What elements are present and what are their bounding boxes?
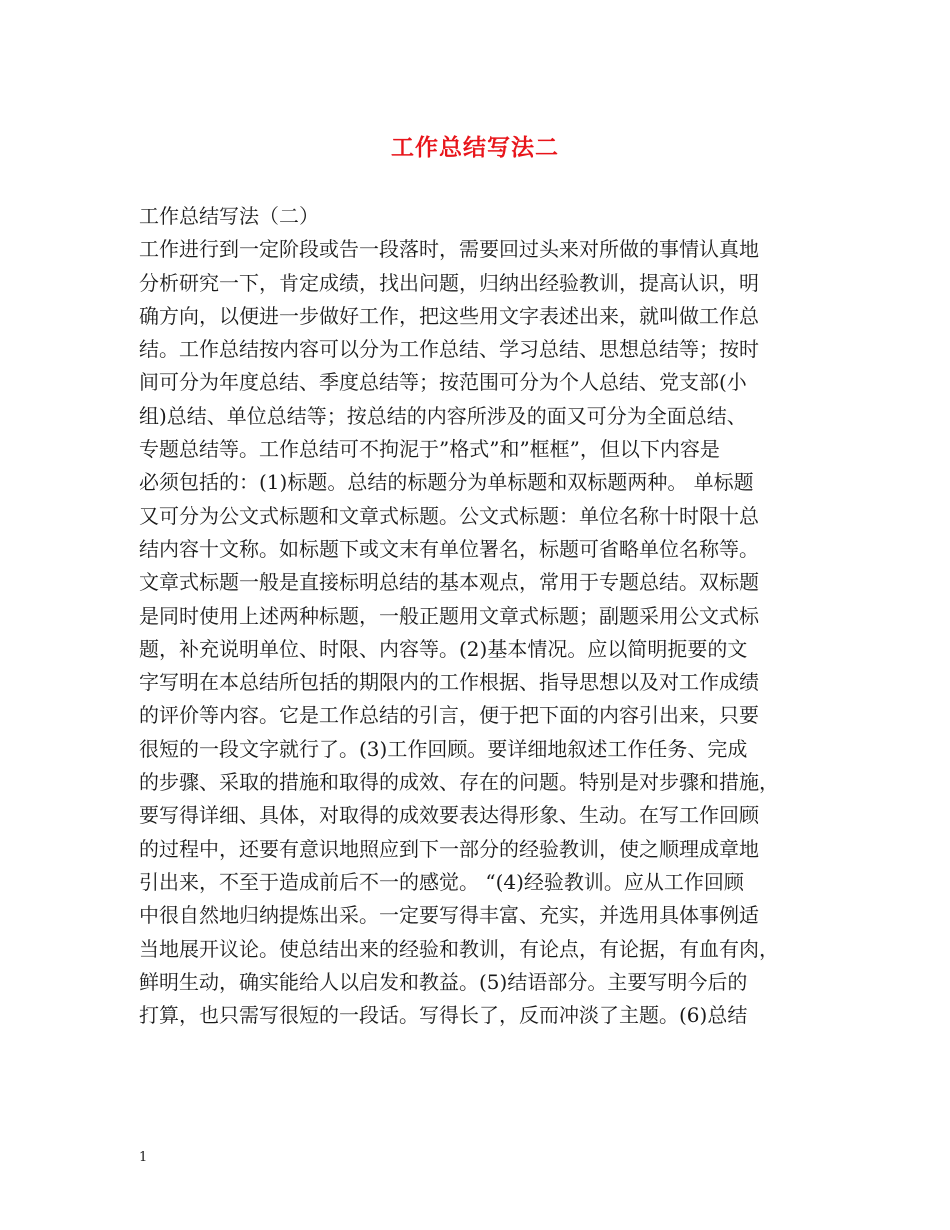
body-line: 字写明在本总结所包括的期限内的工作根据、指导思想以及对工作成绩 (139, 670, 759, 695)
body-line: 间可分为年度总结、季度总结等；按范围可分为个人总结、党支部(小 (139, 370, 747, 395)
body-line: 必须包括的：(1)标题。总结的标题分为单标题和双标题两种。 单标题 (139, 470, 754, 495)
body-line: 鲜明生动，确实能给人以启发和教益。(5)结语部分。主要写明今后的 (139, 969, 748, 994)
body-line: 是同时使用上述两种标题，一般正题用文章式标题；副题采用公文式标 (139, 603, 759, 628)
body-line: 打算，也只需写很短的一段话。写得长了，反而冲淡了主题。(6)总结 (139, 1003, 748, 1028)
body-line: 确方向，以便进一步做好工作，把这些用文字表述出来，就叫做工作总 (139, 303, 759, 328)
body-line: 很短的一段文字就行了。(3)工作回顾。要详细地叙述工作任务、完成 (139, 736, 748, 761)
body-line: 工作进行到一定阶段或告一段落时，需要回过头来对所做的事情认真地 (139, 237, 759, 262)
body-line: 的评价等内容。它是工作总结的引言，便于把下面的内容引出来，只要 (139, 703, 759, 728)
body-line: 结内容十文称。如标题下或文末有单位署名，标题可省略单位名称等。 (139, 536, 759, 561)
body-line: 分析研究一下，肯定成绩，找出问题，归纳出经验教训，提高认识，明 (139, 270, 759, 295)
body-line: 结。工作总结按内容可以分为工作总结、学习总结、思想总结等；按时 (139, 337, 759, 362)
body-line: 当地展开议论。使总结出来的经验和教训，有论点，有论据，有血有肉， (139, 936, 779, 961)
document-body (139, 200, 817, 1032)
body-line: 文章式标题一般是直接标明总结的基本观点，常用于专题总结。双标题 (139, 570, 759, 595)
body-line: 的过程中，还要有意识地照应到下一部分的经验教训，使之顺理成章地 (139, 836, 759, 861)
body-line: 组)总结、单位总结等；按总结的内容所涉及的面又可分为全面总结、 (139, 403, 747, 428)
body-line: 题，补充说明单位、时限、内容等。(2)基本情况。应以简明扼要的文 (139, 636, 748, 661)
body-line: 中很自然地归纳提炼出采。一定要写得丰富、充实，并选用具体事例适 (139, 903, 759, 928)
body-line: 工作总结写法（二） (139, 204, 319, 228)
body-line: 又可分为公文式标题和文章式标题。公文式标题：单位名称十时限十总 (139, 503, 759, 528)
page-number: 1 (139, 1150, 148, 1165)
body-line: 要写得详细、具体，对取得的成效要表达得形象、生动。在写工作回顾 (139, 803, 759, 828)
body-line: 专题总结等。工作总结可不拘泥于”格式”和”框框”，但以下内容是 (139, 437, 720, 462)
body-line: 的步骤、采取的措施和取得的成效、存在的问题。特别是对步骤和措施， (139, 770, 779, 795)
body-line: 引出来，不至于造成前后不一的感觉。 “(4)经验教训。应从工作回顾 (139, 869, 744, 894)
document-title: 工作总结写法二 (391, 135, 559, 161)
